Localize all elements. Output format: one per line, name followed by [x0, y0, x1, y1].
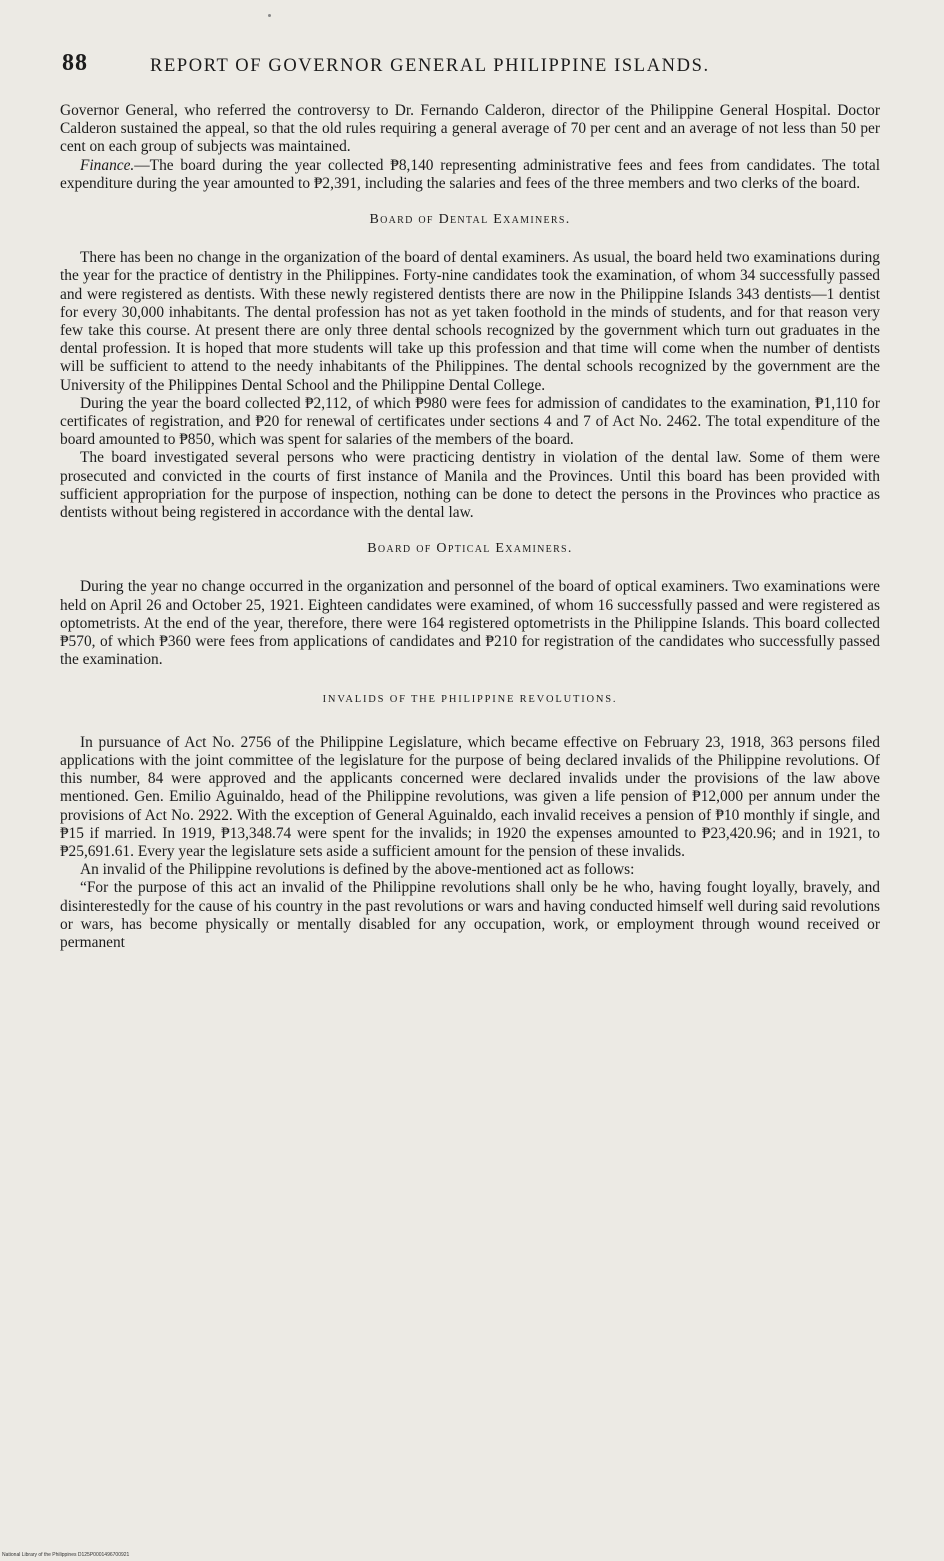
section-heading-dental: Board of Dental Examiners.: [369, 212, 571, 228]
optical-paragraph-1: During the year no change occurred in the organization and personnel of the board of optical examiners. Two examinations were held on April 26 and October 25, 1921. Eighteen candidates were examined, of whom 16 successfully passed and were registered as optometrists. At the end of the year, therefore, there were 164 registered optometrists in the Philippine Islands. This board collected ₱570, of which ₱360 were fees from applications of candidates and ₱210 for registration of the candidates who successfully passed the examination.: [60, 578, 880, 669]
section-heading-invalids: INVALIDS OF THE PHILIPPINE REVOLUTIONS.: [322, 694, 618, 706]
library-stamp: National Library of the Philippines D125P0001496700921: [2, 1552, 130, 1558]
running-head: REPORT OF GOVERNOR GENERAL PHILIPPINE ISLANDS.: [150, 56, 710, 76]
paper-speck: [268, 14, 271, 17]
page-body: [60, 102, 880, 952]
intro-paragraph: Governor General, who referred the controversy to Dr. Fernando Calderon, director of the Philippine General Hospital. Doctor Calderon sustained the appeal, so that the old rules requiring a general average of 70 per cent and an average of not less than 50 per cent on each group of subjects was maintained.: [60, 102, 880, 156]
section-heading-optical: Board of Optical Examiners.: [367, 541, 573, 557]
dental-paragraph-2: During the year the board collected ₱2,112, of which ₱980 were fees for admission of candidates to the examination, ₱1,110 for certificates of registration, and ₱20 for renewal of certificates under sections 4 and 7 of Act No. 2462. The total expenditure of the board amounted to ₱850, which was spent for salaries of the members of the board.: [60, 394, 880, 449]
dental-paragraph-1: There has been no change in the organization of the board of dental examiners. As usual, the board held two examinations during the year for the practice of dentistry in the Philippines. Forty-nine candidates took the examination, of whom 34 successfully passed and were registered as dentists. With these newly registered dentists there are now in the Philippine Islands 343 dentists—1 dentist for every 30,000 inhabitants. The dental profession has not as yet taken foothold in the minds of students, and for that reason very few take this course. At present there are only three dental schools recognized by the government which turn out graduates in the dental profession. It is hoped that more students will take up this profession and that time will come when the number of dentists will be sufficient to attend to the needy inhabitants of the Philippines. The dental schools recognized by the government are the University of the Philippines Dental School and the Philippine Dental College.: [60, 249, 880, 394]
dental-paragraph-3: The board investigated several persons who were practicing dentistry in violation of the dental law. Some of them were prosecuted and convicted in the courts of first instance of Manila and the Provinces. Until this board has been provided with sufficient appropriation for the purpose of inspection, nothing can be done to detect the persons in the Provinces who practice as dentists without being registered in accordance with the dental law.: [60, 449, 880, 522]
invalids-paragraph-3: “For the purpose of this act an invalid of the Philippine revolutions shall only be he who, having fought loyally, bravely, and disinterestedly for the cause of his country in the past revolutions or wars and having conducted himself well during said revolutions or wars, has become physically or mentally disabled for any occupation, work, or employment through wound received or permanent: [60, 879, 880, 951]
finance-text: —The board during the year collected ₱8,140 representing administrative fees and fees from candidates. The total expenditure during the year amounted to ₱2,391, including the salaries and fees of the three members and two clerks of the board.: [60, 156, 880, 192]
finance-lead: Finance.: [80, 156, 135, 174]
page-number: 88: [62, 50, 88, 76]
page-header: [60, 50, 900, 80]
finance-paragraph: [60, 157, 880, 193]
invalids-paragraph-1: In pursuance of Act No. 2756 of the Philippine Legislature, which became effective on February 23, 1918, 363 persons filed applications with the joint committee of the legislature for the purpose of being declared invalids of the Philippine revolutions. Of this number, 84 were approved and the applicants concerned were declared invalids under the provisions of the law above mentioned. Gen. Emilio Aguinaldo, head of the Philippine revolutions, was given a life pension of ₱12,000 per annum under the provisions of Act No. 2922. With the exception of General Aguinaldo, each invalid receives a pension of ₱10 monthly if single, and ₱15 if married. In 1919, ₱13,348.74 were spent for the invalids; in 1920 the expenses amounted to ₱23,420.96; and in 1921, to ₱25,691.61. Every year the legislature sets aside a sufficient amount for the pension of these invalids.: [60, 733, 880, 860]
invalids-paragraph-2: An invalid of the Philippine revolutions is defined by the above-mentioned act as follows:: [80, 861, 635, 879]
